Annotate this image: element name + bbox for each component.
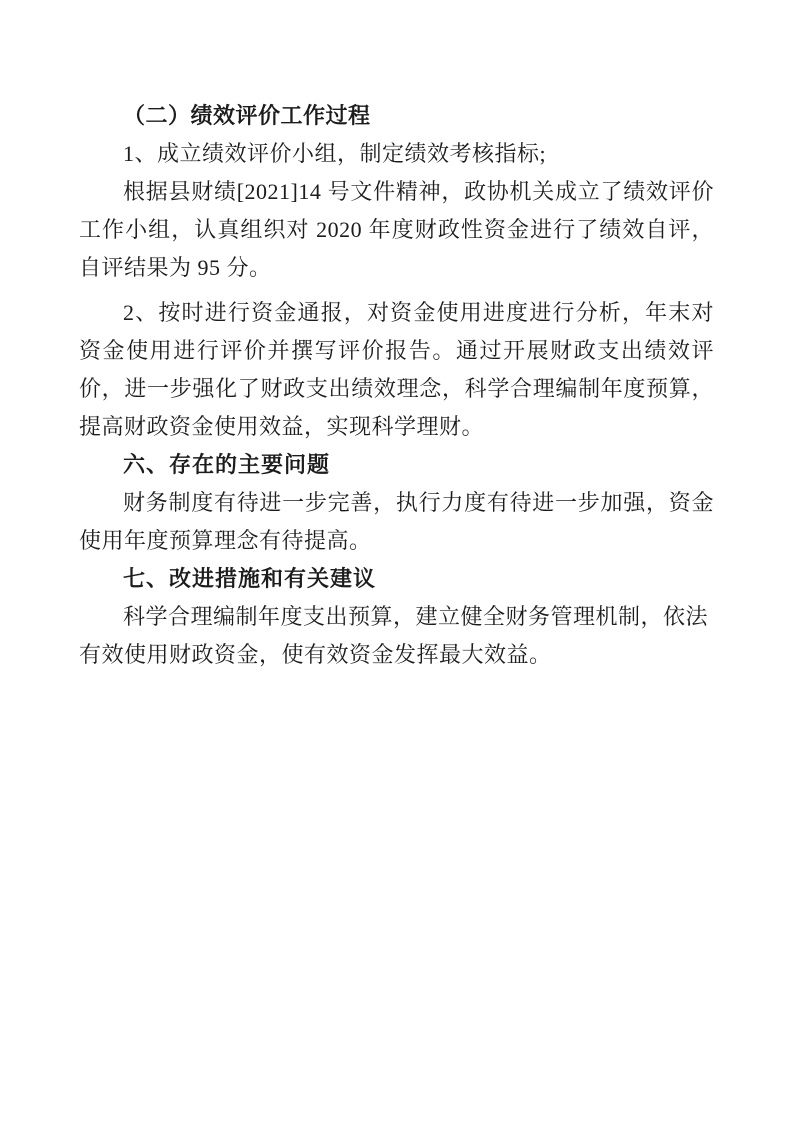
paragraph-item-1-setup-evaluation-group: 1、成立绩效评价小组，制定绩效考核指标; [123,141,547,166]
paragraph-main-problems: 财务制度有待进一步完善，执行力度有待进一步加强，资金使用年度预算理念有待提高。 [79,490,714,553]
section-heading-main-problems: 六、存在的主要问题 [123,452,331,477]
paragraph-self-evaluation-result: 根据县财绩[2021]14 号文件精神，政协机关成立了绩效评价工作小组，认真组织对 2020 年度财政性资金进行了绩效自评，自评结果为 95 分。 [79,179,714,280]
paragraph-improvement-suggestions: 科学合理编制年度支出预算，建立健全财务管理机制，依法有效使用财政资金，使有效资金发挥最大效益。 [79,604,709,667]
document-content [79,97,714,674]
section-subheading-performance-evaluation-process: （二）绩效评价工作过程 [123,103,371,128]
section-heading-improvement-suggestions: 七、改进措施和有关建议 [123,566,377,591]
paragraph-item-2-fund-usage-analysis: 2、按时进行资金通报，对资金使用进度进行分析，年末对资金使用进行评价并撰写评价报告。通过开展财政支出绩效评价，进一步强化了财政支出绩效理念，科学合理编制年度预算，提高财政资金使用效益，实现科学理财。 [79,300,714,439]
